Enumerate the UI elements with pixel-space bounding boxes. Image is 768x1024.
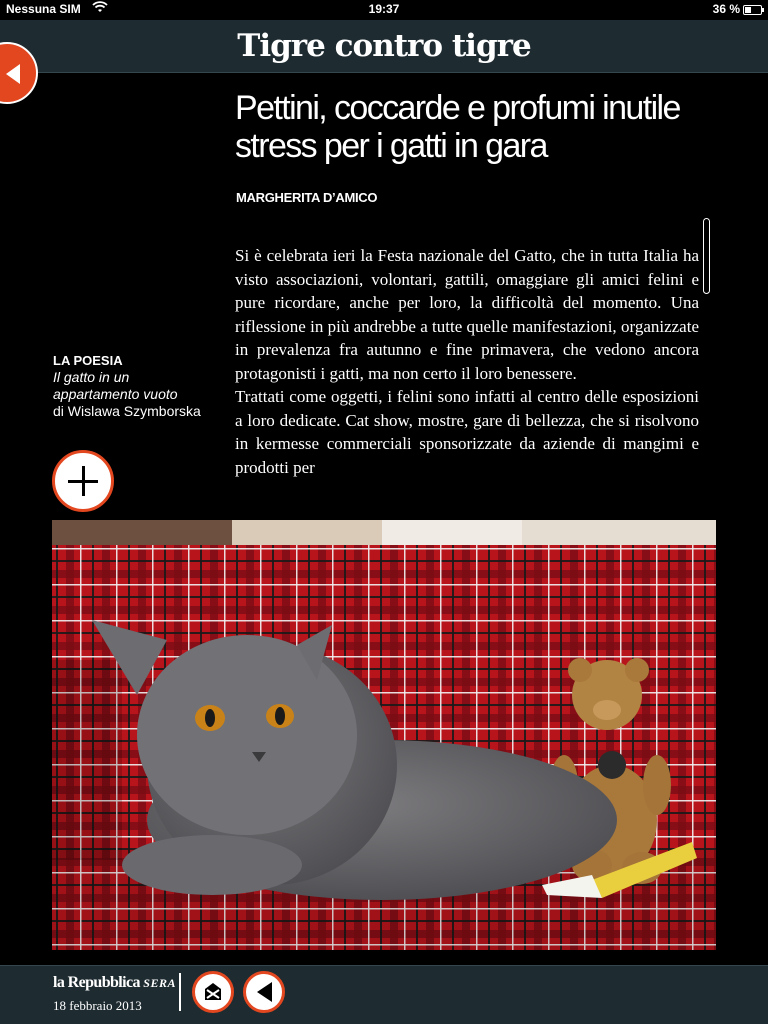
poem-box bbox=[53, 352, 213, 420]
article-byline: MARGHERITA D’AMICO bbox=[236, 190, 378, 205]
cat-photo-illustration bbox=[52, 520, 716, 950]
open-poem-button[interactable] bbox=[52, 450, 114, 512]
poem-title: Il gatto in un appartamento vuoto bbox=[53, 369, 178, 402]
section-header bbox=[0, 20, 768, 73]
poem-author bbox=[53, 403, 213, 420]
poem-label: LA POESIA bbox=[53, 353, 123, 368]
poem-author-name: Wislawa Szymborska bbox=[67, 403, 201, 419]
section-title: Tigre contro tigre bbox=[237, 28, 531, 64]
footer-divider bbox=[179, 973, 181, 1011]
battery-percent: 36 % bbox=[712, 2, 740, 16]
article-headline: Pettini, coccarde e profumi inutile stress per i gatti in gara bbox=[235, 89, 680, 165]
carrier-label: Nessuna SIM bbox=[6, 2, 81, 16]
article-paragraph: Si è celebrata ieri la Festa nazionale del Gatto, che in tutta Italia ha visto associazioni, volontari, gattili, omaggiare gli amici felini e pure ricordare, anche per loro, la difficoltà del momento. Una riflessione in più andrebbe a tutte quelle manifestazioni, organizzate in prevalenza fra autunno e fine primavera, che vedono ancora protagonisti i gatti, ma non certo il loro benessere. bbox=[235, 246, 699, 383]
article-paragraph: Trattati come oggetti, i felini sono infatti al centro delle esposizioni a loro dedicate. Cat show, mostre, gare di bellezza, che si risolvono in kermesse commerciali sponsorizzate da aziende di mangimi e prodotti per bbox=[235, 387, 699, 477]
brand-name: la Repubblica bbox=[53, 974, 140, 991]
mail-icon bbox=[202, 981, 224, 1003]
back-icon bbox=[257, 982, 272, 1002]
battery-icon bbox=[743, 5, 762, 15]
clock: 19:37 bbox=[368, 2, 400, 16]
brand-logo bbox=[53, 974, 176, 992]
article-body[interactable] bbox=[235, 244, 699, 506]
back-arrow-icon bbox=[6, 64, 20, 84]
cat-photo bbox=[52, 520, 716, 950]
poem-author-prefix: di bbox=[53, 403, 64, 419]
battery-fill bbox=[745, 7, 751, 13]
publication-date: 18 febbraio 2013 bbox=[53, 998, 142, 1013]
mail-button[interactable] bbox=[192, 971, 234, 1013]
article-scrollbar[interactable] bbox=[703, 218, 710, 294]
status-bar bbox=[0, 0, 768, 20]
footer-bar bbox=[0, 965, 768, 1024]
brand-suffix: SERA bbox=[143, 976, 176, 990]
back-button[interactable] bbox=[243, 971, 285, 1013]
